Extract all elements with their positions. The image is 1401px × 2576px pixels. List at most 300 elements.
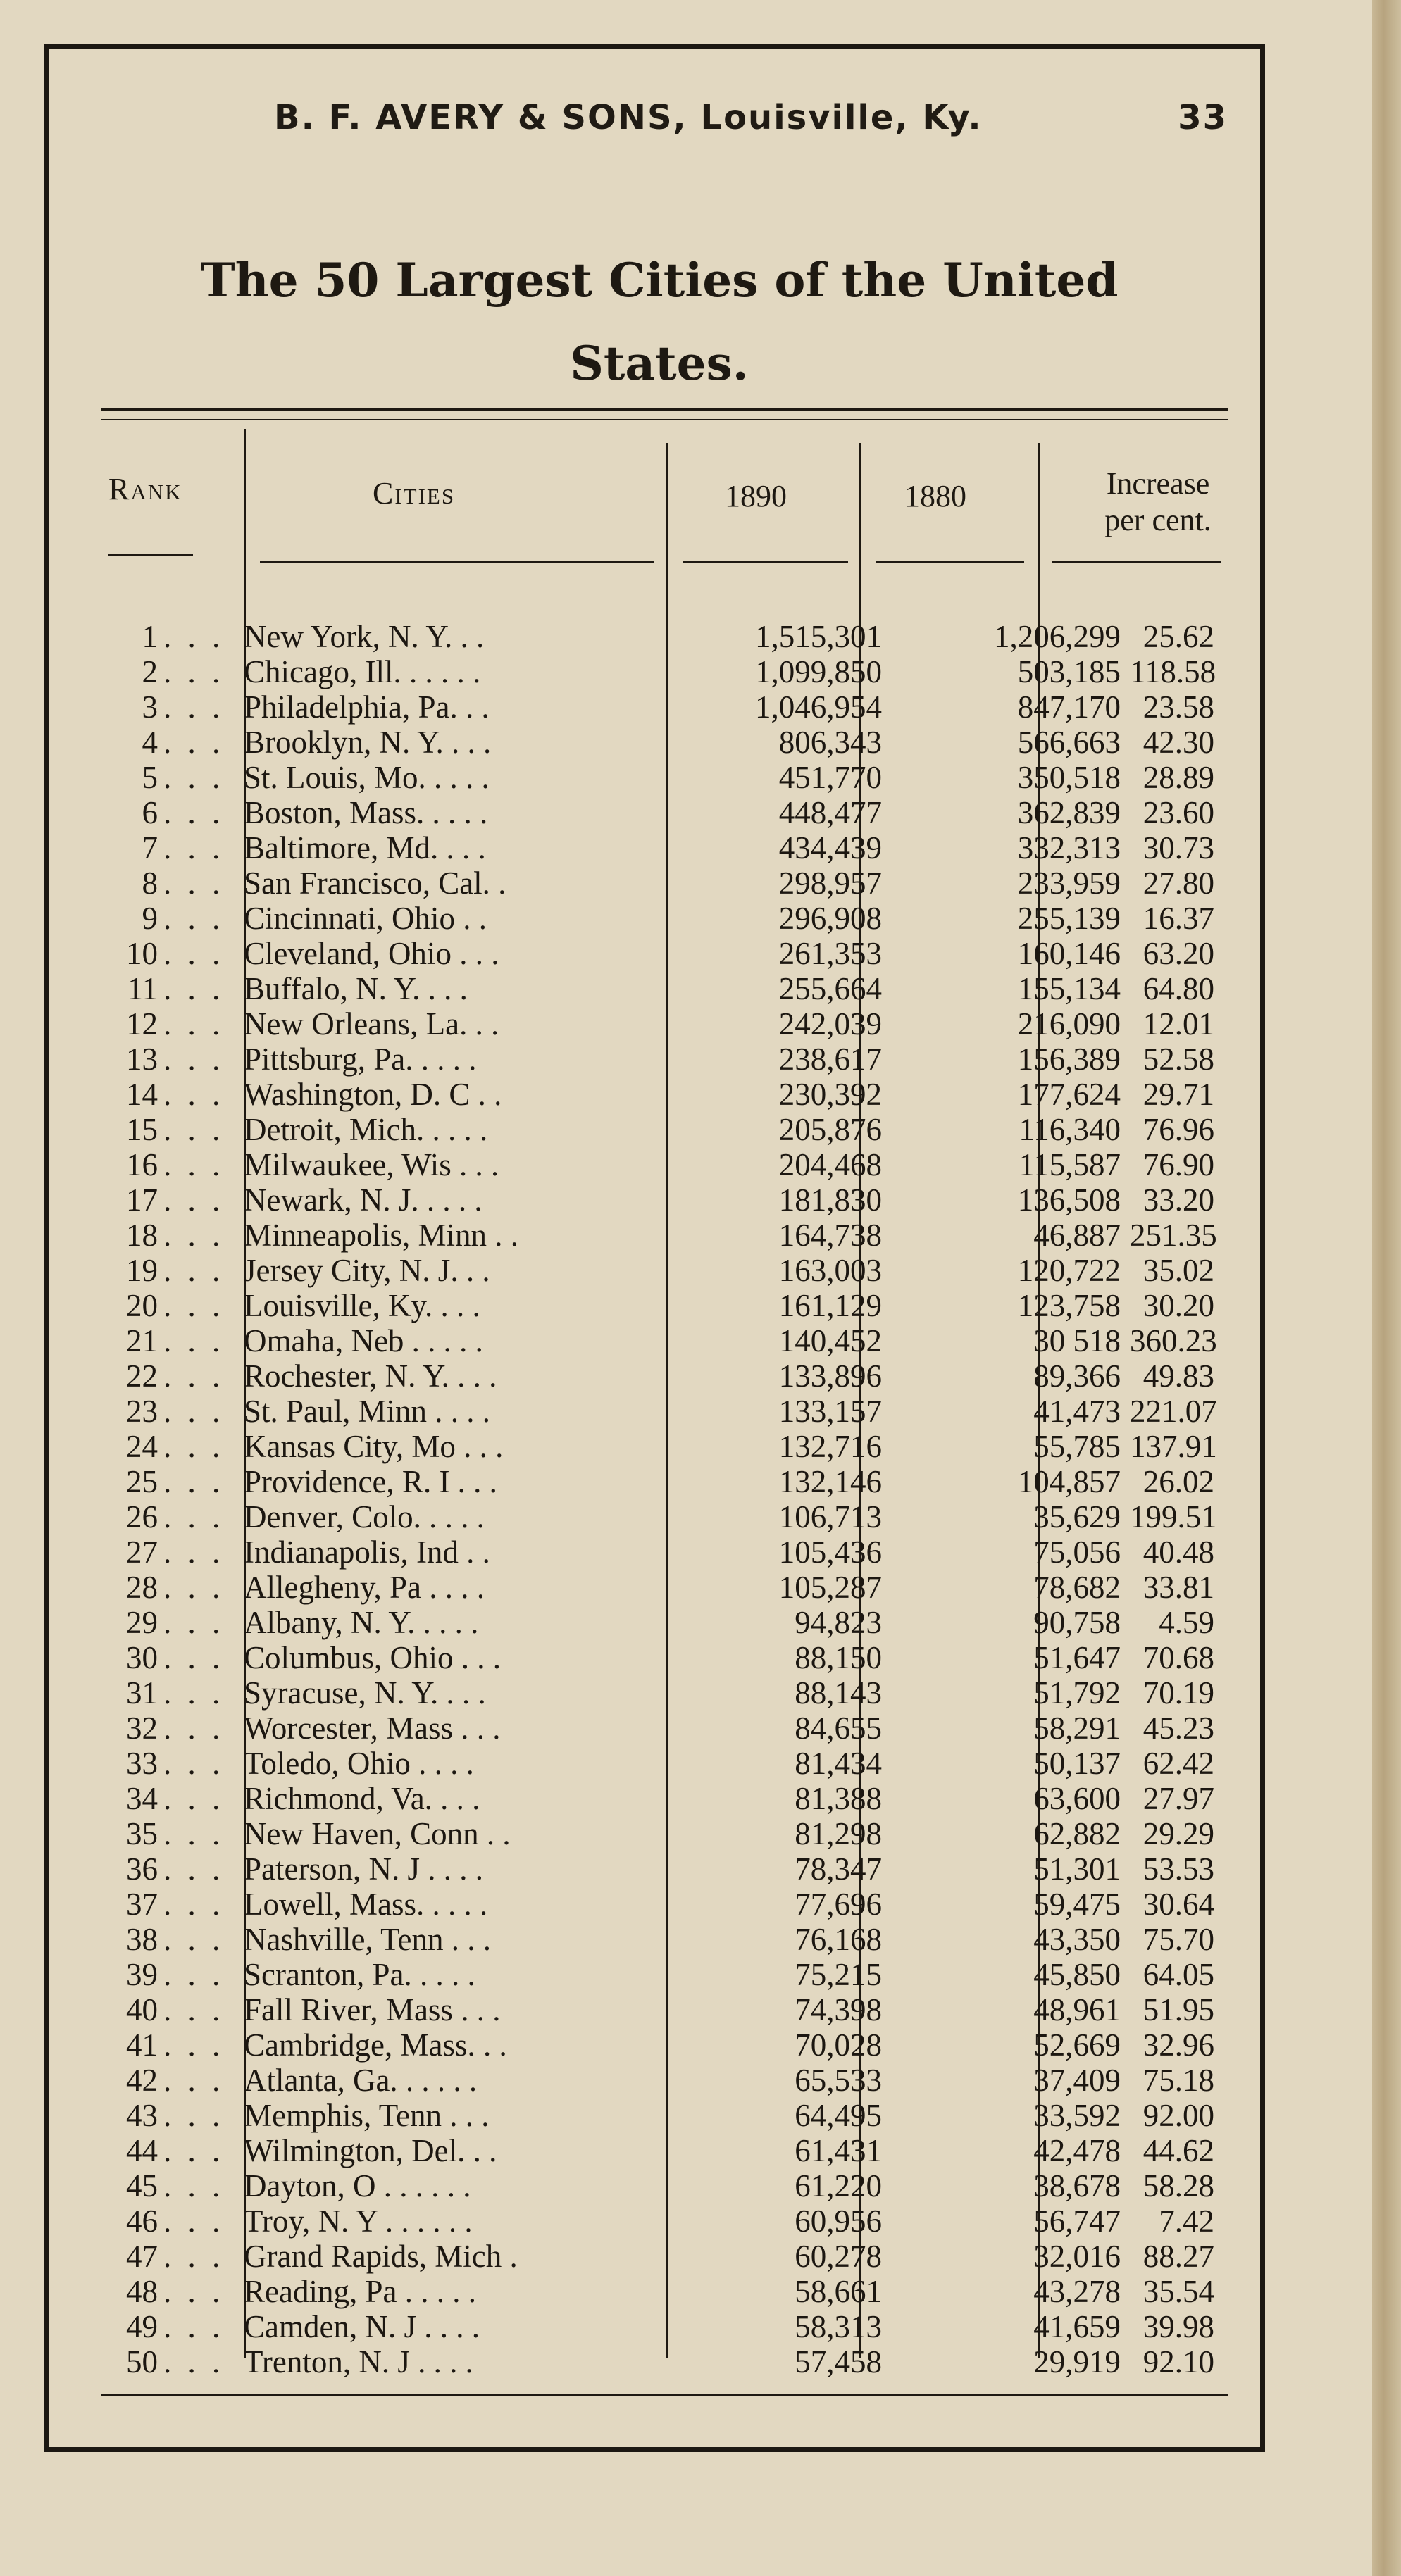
city-cell: Troy, N. Y . . . . . .	[244, 2203, 473, 2239]
increase-percent-cell: 26.02	[1142, 1464, 1214, 1499]
city-cell: Syracuse, N. Y. . . .	[244, 1675, 486, 1711]
population-1880-cell: 41,473	[1033, 1394, 1121, 1429]
leader-dots: . . .	[163, 1358, 225, 1394]
leader-dots: . . .	[163, 725, 225, 760]
double-rule-bottom	[101, 419, 1228, 420]
population-1890-cell: 60,278	[795, 2239, 882, 2274]
header-underline	[683, 561, 848, 563]
increase-percent-cell: 40.48	[1142, 1534, 1214, 1570]
leader-dots: . . .	[163, 830, 225, 865]
population-1890-cell: 81,434	[795, 1746, 882, 1781]
population-1880-cell: 1,206,299	[994, 619, 1121, 654]
header-increase-line1: Increase	[1106, 466, 1210, 501]
increase-percent-cell: 75.70	[1142, 1922, 1214, 1957]
population-1880-cell: 75,056	[1033, 1534, 1121, 1570]
table-row	[101, 2027, 1228, 2063]
population-1880-cell: 566,663	[1017, 725, 1121, 760]
population-1890-cell: 57,458	[795, 2344, 882, 2380]
header-1880: 1880	[904, 479, 966, 513]
table-row	[101, 1570, 1228, 1605]
leader-dots: . . .	[163, 1429, 225, 1464]
increase-percent-cell: 49.83	[1142, 1358, 1214, 1394]
increase-percent-cell: 33.20	[1142, 1182, 1214, 1218]
increase-percent-cell: 53.53	[1142, 1851, 1214, 1887]
leader-dots: . . .	[163, 795, 225, 830]
city-cell: Newark, N. J. . . . .	[244, 1182, 482, 1218]
leader-dots: . . .	[163, 971, 225, 1006]
increase-percent-cell: 39.98	[1142, 2309, 1214, 2344]
table-row	[101, 1429, 1228, 1464]
rank-cell: 4	[142, 725, 158, 760]
city-cell: Atlanta, Ga. . . . . .	[244, 2063, 478, 2098]
population-1890-cell: 78,347	[795, 1851, 882, 1887]
increase-percent-cell: 30.20	[1142, 1288, 1214, 1323]
population-1880-cell: 123,758	[1017, 1288, 1121, 1323]
city-cell: New Haven, Conn . .	[244, 1816, 511, 1851]
table-row	[101, 1253, 1228, 1288]
increase-percent-cell: 29.29	[1142, 1816, 1214, 1851]
rank-cell: 50	[126, 2344, 158, 2380]
population-1880-cell: 56,747	[1033, 2203, 1121, 2239]
population-1880-cell: 50,137	[1033, 1746, 1121, 1781]
table-row	[101, 1781, 1228, 1816]
table-row	[101, 1077, 1228, 1112]
population-1890-cell: 133,896	[778, 1358, 882, 1394]
increase-percent-cell: 51.95	[1142, 1992, 1214, 2027]
header-increase	[1070, 465, 1246, 539]
header-cities: Cities	[373, 476, 456, 511]
population-1880-cell: 51,301	[1033, 1851, 1121, 1887]
population-1880-cell: 177,624	[1017, 1077, 1121, 1112]
increase-percent-cell: 42.30	[1142, 725, 1214, 760]
increase-percent-cell: 118.58	[1130, 654, 1216, 689]
rank-cell: 16	[126, 1147, 158, 1182]
leader-dots: . . .	[163, 1042, 225, 1077]
population-1880-cell: 43,278	[1033, 2274, 1121, 2309]
rank-cell: 36	[126, 1851, 158, 1887]
population-1880-cell: 160,146	[1017, 936, 1121, 971]
leader-dots: . . .	[163, 1605, 225, 1640]
rank-cell: 11	[127, 971, 158, 1006]
table-row	[101, 1464, 1228, 1499]
rank-cell: 43	[126, 2098, 158, 2133]
rank-cell: 48	[126, 2274, 158, 2309]
population-1890-cell: 76,168	[795, 1922, 882, 1957]
table-row	[101, 1957, 1228, 1992]
rank-cell: 40	[126, 1992, 158, 2027]
increase-percent-cell: 27.80	[1142, 865, 1214, 901]
city-cell: Nashville, Tenn . . .	[244, 1922, 491, 1957]
population-1890-cell: 261,353	[778, 936, 882, 971]
rank-cell: 14	[126, 1077, 158, 1112]
rank-cell: 22	[126, 1358, 158, 1394]
population-1880-cell: 32,016	[1033, 2239, 1121, 2274]
table-row	[101, 1534, 1228, 1570]
population-1890-cell: 230,392	[778, 1077, 882, 1112]
population-1890-cell: 94,823	[795, 1605, 882, 1640]
city-cell: Dayton, O . . . . . .	[244, 2168, 471, 2203]
page-edge	[1372, 0, 1401, 2576]
population-1890-cell: 105,287	[778, 1570, 882, 1605]
city-cell: Memphis, Tenn . . .	[244, 2098, 490, 2133]
population-1880-cell: 89,366	[1033, 1358, 1121, 1394]
population-1880-cell: 104,857	[1017, 1464, 1121, 1499]
increase-percent-cell: 7.42	[1159, 2203, 1214, 2239]
leader-dots: . . .	[163, 1006, 225, 1042]
city-cell: Louisville, Ky. . . .	[244, 1288, 480, 1323]
population-1890-cell: 81,388	[795, 1781, 882, 1816]
city-cell: Scranton, Pa. . . . .	[244, 1957, 475, 1992]
leader-dots: . . .	[163, 1112, 225, 1147]
population-1880-cell: 847,170	[1017, 689, 1121, 725]
rank-cell: 2	[142, 654, 158, 689]
population-1890-cell: 140,452	[778, 1323, 882, 1358]
population-1890-cell: 77,696	[795, 1887, 882, 1922]
population-1880-cell: 115,587	[1019, 1147, 1121, 1182]
leader-dots: . . .	[163, 2098, 225, 2133]
increase-percent-cell: 199.51	[1130, 1499, 1217, 1534]
leader-dots: . . .	[163, 1182, 225, 1218]
table-row	[101, 1640, 1228, 1675]
table-row	[101, 1746, 1228, 1781]
table-row	[101, 2133, 1228, 2168]
table-row	[101, 1499, 1228, 1534]
population-1880-cell: 43,350	[1033, 1922, 1121, 1957]
population-1880-cell: 63,600	[1033, 1781, 1121, 1816]
city-cell: Cincinnati, Ohio . .	[244, 901, 487, 936]
leader-dots: . . .	[163, 1499, 225, 1534]
leader-dots: . . .	[163, 654, 225, 689]
population-1890-cell: 75,215	[795, 1957, 882, 1992]
increase-percent-cell: 88.27	[1142, 2239, 1214, 2274]
city-cell: Trenton, N. J . . . .	[244, 2344, 473, 2380]
increase-percent-cell: 64.80	[1142, 971, 1214, 1006]
population-1890-cell: 255,664	[778, 971, 882, 1006]
leader-dots: . . .	[163, 760, 225, 795]
table-row	[101, 1816, 1228, 1851]
table-row	[101, 2168, 1228, 2203]
city-cell: Albany, N. Y. . . . .	[244, 1605, 479, 1640]
rank-cell: 5	[142, 760, 158, 795]
table-row	[101, 1711, 1228, 1746]
city-cell: Wilmington, Del. . .	[244, 2133, 497, 2168]
header-underline	[876, 561, 1024, 563]
table-row	[101, 2098, 1228, 2133]
rank-cell: 10	[126, 936, 158, 971]
rank-cell: 28	[126, 1570, 158, 1605]
leader-dots: . . .	[163, 1711, 225, 1746]
city-cell: Providence, R. I . . .	[244, 1464, 497, 1499]
population-1880-cell: 78,682	[1033, 1570, 1121, 1605]
leader-dots: . . .	[163, 2063, 225, 2098]
leader-dots: . . .	[163, 1640, 225, 1675]
increase-percent-cell: 75.18	[1142, 2063, 1214, 2098]
leader-dots: . . .	[163, 1816, 225, 1851]
city-cell: Philadelphia, Pa. . .	[244, 689, 490, 725]
rank-cell: 23	[126, 1394, 158, 1429]
population-1880-cell: 52,669	[1033, 2027, 1121, 2063]
rank-cell: 12	[126, 1006, 158, 1042]
leader-dots: . . .	[163, 901, 225, 936]
increase-percent-cell: 23.58	[1142, 689, 1214, 725]
population-1880-cell: 116,340	[1019, 1112, 1121, 1147]
leader-dots: . . .	[163, 1957, 225, 1992]
table-row	[101, 1112, 1228, 1147]
leader-dots: . . .	[163, 2309, 225, 2344]
population-1890-cell: 242,039	[778, 1006, 882, 1042]
rank-cell: 41	[126, 2027, 158, 2063]
city-cell: Cleveland, Ohio . . .	[244, 936, 499, 971]
table-row	[101, 2309, 1228, 2344]
rank-cell: 1	[142, 619, 158, 654]
double-rule-top	[101, 408, 1228, 411]
leader-dots: . . .	[163, 2344, 225, 2380]
population-1890-cell: 205,876	[778, 1112, 882, 1147]
rank-cell: 44	[126, 2133, 158, 2168]
rank-cell: 46	[126, 2203, 158, 2239]
population-1880-cell: 33,592	[1033, 2098, 1121, 2133]
cities-table	[101, 619, 1228, 2380]
leader-dots: . . .	[163, 2168, 225, 2203]
population-1880-cell: 58,291	[1033, 1711, 1121, 1746]
increase-percent-cell: 76.90	[1142, 1147, 1214, 1182]
leader-dots: . . .	[163, 2027, 225, 2063]
increase-percent-cell: 30.73	[1142, 830, 1214, 865]
city-cell: Columbus, Ohio . . .	[244, 1640, 502, 1675]
population-1890-cell: 434,439	[778, 830, 882, 865]
population-1880-cell: 156,389	[1017, 1042, 1121, 1077]
leader-dots: . . .	[163, 1675, 225, 1711]
increase-percent-cell: 92.10	[1142, 2344, 1214, 2380]
population-1890-cell: 88,143	[795, 1675, 882, 1711]
population-1880-cell: 155,134	[1017, 971, 1121, 1006]
city-cell: Grand Rapids, Mich .	[244, 2239, 518, 2274]
increase-percent-cell: 70.19	[1142, 1675, 1214, 1711]
table-row	[101, 936, 1228, 971]
increase-percent-cell: 30.64	[1142, 1887, 1214, 1922]
population-1890-cell: 298,957	[778, 865, 882, 901]
leader-dots: . . .	[163, 865, 225, 901]
leader-dots: . . .	[163, 1781, 225, 1816]
rank-cell: 39	[126, 1957, 158, 1992]
table-row	[101, 2063, 1228, 2098]
population-1890-cell: 161,129	[778, 1288, 882, 1323]
title-line-1: The 50 Largest Cities of the United	[200, 253, 1119, 308]
population-1880-cell: 233,959	[1017, 865, 1121, 901]
increase-percent-cell: 28.89	[1142, 760, 1214, 795]
rank-cell: 3	[142, 689, 158, 725]
leader-dots: . . .	[163, 1887, 225, 1922]
population-1890-cell: 448,477	[778, 795, 882, 830]
rank-cell: 45	[126, 2168, 158, 2203]
city-cell: Buffalo, N. Y. . . .	[244, 971, 468, 1006]
population-1880-cell: 29,919	[1033, 2344, 1121, 2380]
table-row	[101, 1323, 1228, 1358]
population-1890-cell: 88,150	[795, 1640, 882, 1675]
leader-dots: . . .	[163, 1288, 225, 1323]
table-row	[101, 1358, 1228, 1394]
rank-cell: 30	[126, 1640, 158, 1675]
population-1880-cell: 37,409	[1033, 2063, 1121, 2098]
population-1890-cell: 58,661	[795, 2274, 882, 2309]
population-1890-cell: 65,533	[795, 2063, 882, 2098]
table-row	[101, 865, 1228, 901]
rank-cell: 15	[126, 1112, 158, 1147]
city-cell: Rochester, N. Y. . . .	[244, 1358, 497, 1394]
increase-percent-cell: 92.00	[1142, 2098, 1214, 2133]
city-cell: Boston, Mass. . . . .	[244, 795, 488, 830]
population-1880-cell: 42,478	[1033, 2133, 1121, 2168]
population-1890-cell: 60,956	[795, 2203, 882, 2239]
city-cell: St. Louis, Mo. . . . .	[244, 760, 490, 795]
population-1890-cell: 81,298	[795, 1816, 882, 1851]
header-1890: 1890	[725, 479, 787, 513]
population-1890-cell: 61,220	[795, 2168, 882, 2203]
city-cell: Washington, D. C . .	[244, 1077, 502, 1112]
rank-cell: 6	[142, 795, 158, 830]
table-row	[101, 830, 1228, 865]
city-cell: Paterson, N. J . . . .	[244, 1851, 483, 1887]
population-1890-cell: 181,830	[778, 1182, 882, 1218]
city-cell: Denver, Colo. . . . .	[244, 1499, 485, 1534]
city-cell: Cambridge, Mass. . .	[244, 2027, 507, 2063]
table-row	[101, 1182, 1228, 1218]
table-row	[101, 1605, 1228, 1640]
table-row	[101, 1288, 1228, 1323]
population-1880-cell: 45,850	[1033, 1957, 1121, 1992]
leader-dots: . . .	[163, 1746, 225, 1781]
table-row	[101, 1851, 1228, 1887]
city-cell: Omaha, Neb . . . . .	[244, 1323, 483, 1358]
page-number: 33	[1178, 98, 1228, 137]
population-1890-cell: 132,146	[778, 1464, 882, 1499]
table-row	[101, 2344, 1228, 2380]
leader-dots: . . .	[163, 1534, 225, 1570]
table-row	[101, 760, 1228, 795]
population-1880-cell: 350,518	[1017, 760, 1121, 795]
table-row	[101, 1042, 1228, 1077]
rank-cell: 19	[126, 1253, 158, 1288]
population-1880-cell: 332,313	[1017, 830, 1121, 865]
table-row	[101, 1218, 1228, 1253]
leader-dots: . . .	[163, 1147, 225, 1182]
population-1890-cell: 58,313	[795, 2309, 882, 2344]
table-row	[101, 1675, 1228, 1711]
table-row	[101, 725, 1228, 760]
population-1880-cell: 120,722	[1017, 1253, 1121, 1288]
population-1890-cell: 70,028	[795, 2027, 882, 2063]
page-title	[49, 239, 1270, 405]
city-cell: Richmond, Va. . . .	[244, 1781, 480, 1816]
table-row	[101, 654, 1228, 689]
increase-percent-cell: 137.91	[1130, 1429, 1217, 1464]
rank-cell: 13	[126, 1042, 158, 1077]
table-row	[101, 619, 1228, 654]
table-row	[101, 2274, 1228, 2309]
leader-dots: . . .	[163, 1570, 225, 1605]
city-cell: Pittsburg, Pa. . . . .	[244, 1042, 477, 1077]
population-1890-cell: 451,770	[778, 760, 882, 795]
leader-dots: . . .	[163, 689, 225, 725]
rank-cell: 17	[126, 1182, 158, 1218]
city-cell: New York, N. Y. . .	[244, 619, 485, 654]
city-cell: Indianapolis, Ind . .	[244, 1534, 490, 1570]
rank-cell: 32	[126, 1711, 158, 1746]
population-1890-cell: 238,617	[778, 1042, 882, 1077]
population-1880-cell: 90,758	[1033, 1605, 1121, 1640]
rank-cell: 38	[126, 1922, 158, 1957]
population-1880-cell: 216,090	[1017, 1006, 1121, 1042]
table-row	[101, 1147, 1228, 1182]
rank-cell: 34	[126, 1781, 158, 1816]
population-1890-cell: 296,908	[778, 901, 882, 936]
header-underline	[108, 554, 193, 556]
rank-cell: 24	[126, 1429, 158, 1464]
rank-cell: 9	[142, 901, 158, 936]
population-1880-cell: 48,961	[1033, 1992, 1121, 2027]
header-underline	[260, 561, 654, 563]
rank-cell: 49	[126, 2309, 158, 2344]
city-cell: Minneapolis, Minn . .	[244, 1218, 518, 1253]
city-cell: Worcester, Mass . . .	[244, 1711, 501, 1746]
table-row	[101, 901, 1228, 936]
leader-dots: . . .	[163, 619, 225, 654]
increase-percent-cell: 251.35	[1130, 1218, 1217, 1253]
city-cell: Reading, Pa . . . . .	[244, 2274, 476, 2309]
rank-cell: 35	[126, 1816, 158, 1851]
leader-dots: . . .	[163, 2133, 225, 2168]
population-1890-cell: 164,738	[778, 1218, 882, 1253]
table-row	[101, 689, 1228, 725]
leader-dots: . . .	[163, 1464, 225, 1499]
increase-percent-cell: 32.96	[1142, 2027, 1214, 2063]
rank-cell: 7	[142, 830, 158, 865]
table-row	[101, 971, 1228, 1006]
leader-dots: . . .	[163, 936, 225, 971]
increase-percent-cell: 70.68	[1142, 1640, 1214, 1675]
leader-dots: . . .	[163, 2239, 225, 2274]
city-cell: Jersey City, N. J. . .	[244, 1253, 490, 1288]
population-1890-cell: 64,495	[795, 2098, 882, 2133]
rank-cell: 29	[126, 1605, 158, 1640]
population-1890-cell: 105,436	[778, 1534, 882, 1570]
rank-cell: 20	[126, 1288, 158, 1323]
increase-percent-cell: 62.42	[1142, 1746, 1214, 1781]
increase-percent-cell: 23.60	[1142, 795, 1214, 830]
rank-cell: 31	[126, 1675, 158, 1711]
table-row	[101, 1887, 1228, 1922]
city-cell: Toledo, Ohio . . . .	[244, 1746, 474, 1781]
increase-percent-cell: 4.59	[1159, 1605, 1214, 1640]
increase-percent-cell: 12.01	[1142, 1006, 1214, 1042]
leader-dots: . . .	[163, 1323, 225, 1358]
rank-cell: 37	[126, 1887, 158, 1922]
population-1880-cell: 51,792	[1033, 1675, 1121, 1711]
leader-dots: . . .	[163, 1992, 225, 2027]
population-1890-cell: 1,099,850	[755, 654, 882, 689]
population-1890-cell: 133,157	[778, 1394, 882, 1429]
rank-cell: 27	[126, 1534, 158, 1570]
header-underline	[1052, 561, 1221, 563]
rank-cell: 47	[126, 2239, 158, 2274]
leader-dots: . . .	[163, 1922, 225, 1957]
population-1880-cell: 62,882	[1033, 1816, 1121, 1851]
bottom-rule	[101, 2394, 1228, 2396]
population-1890-cell: 61,431	[795, 2133, 882, 2168]
population-1880-cell: 255,139	[1017, 901, 1121, 936]
population-1880-cell: 51,647	[1033, 1640, 1121, 1675]
increase-percent-cell: 221.07	[1130, 1394, 1217, 1429]
